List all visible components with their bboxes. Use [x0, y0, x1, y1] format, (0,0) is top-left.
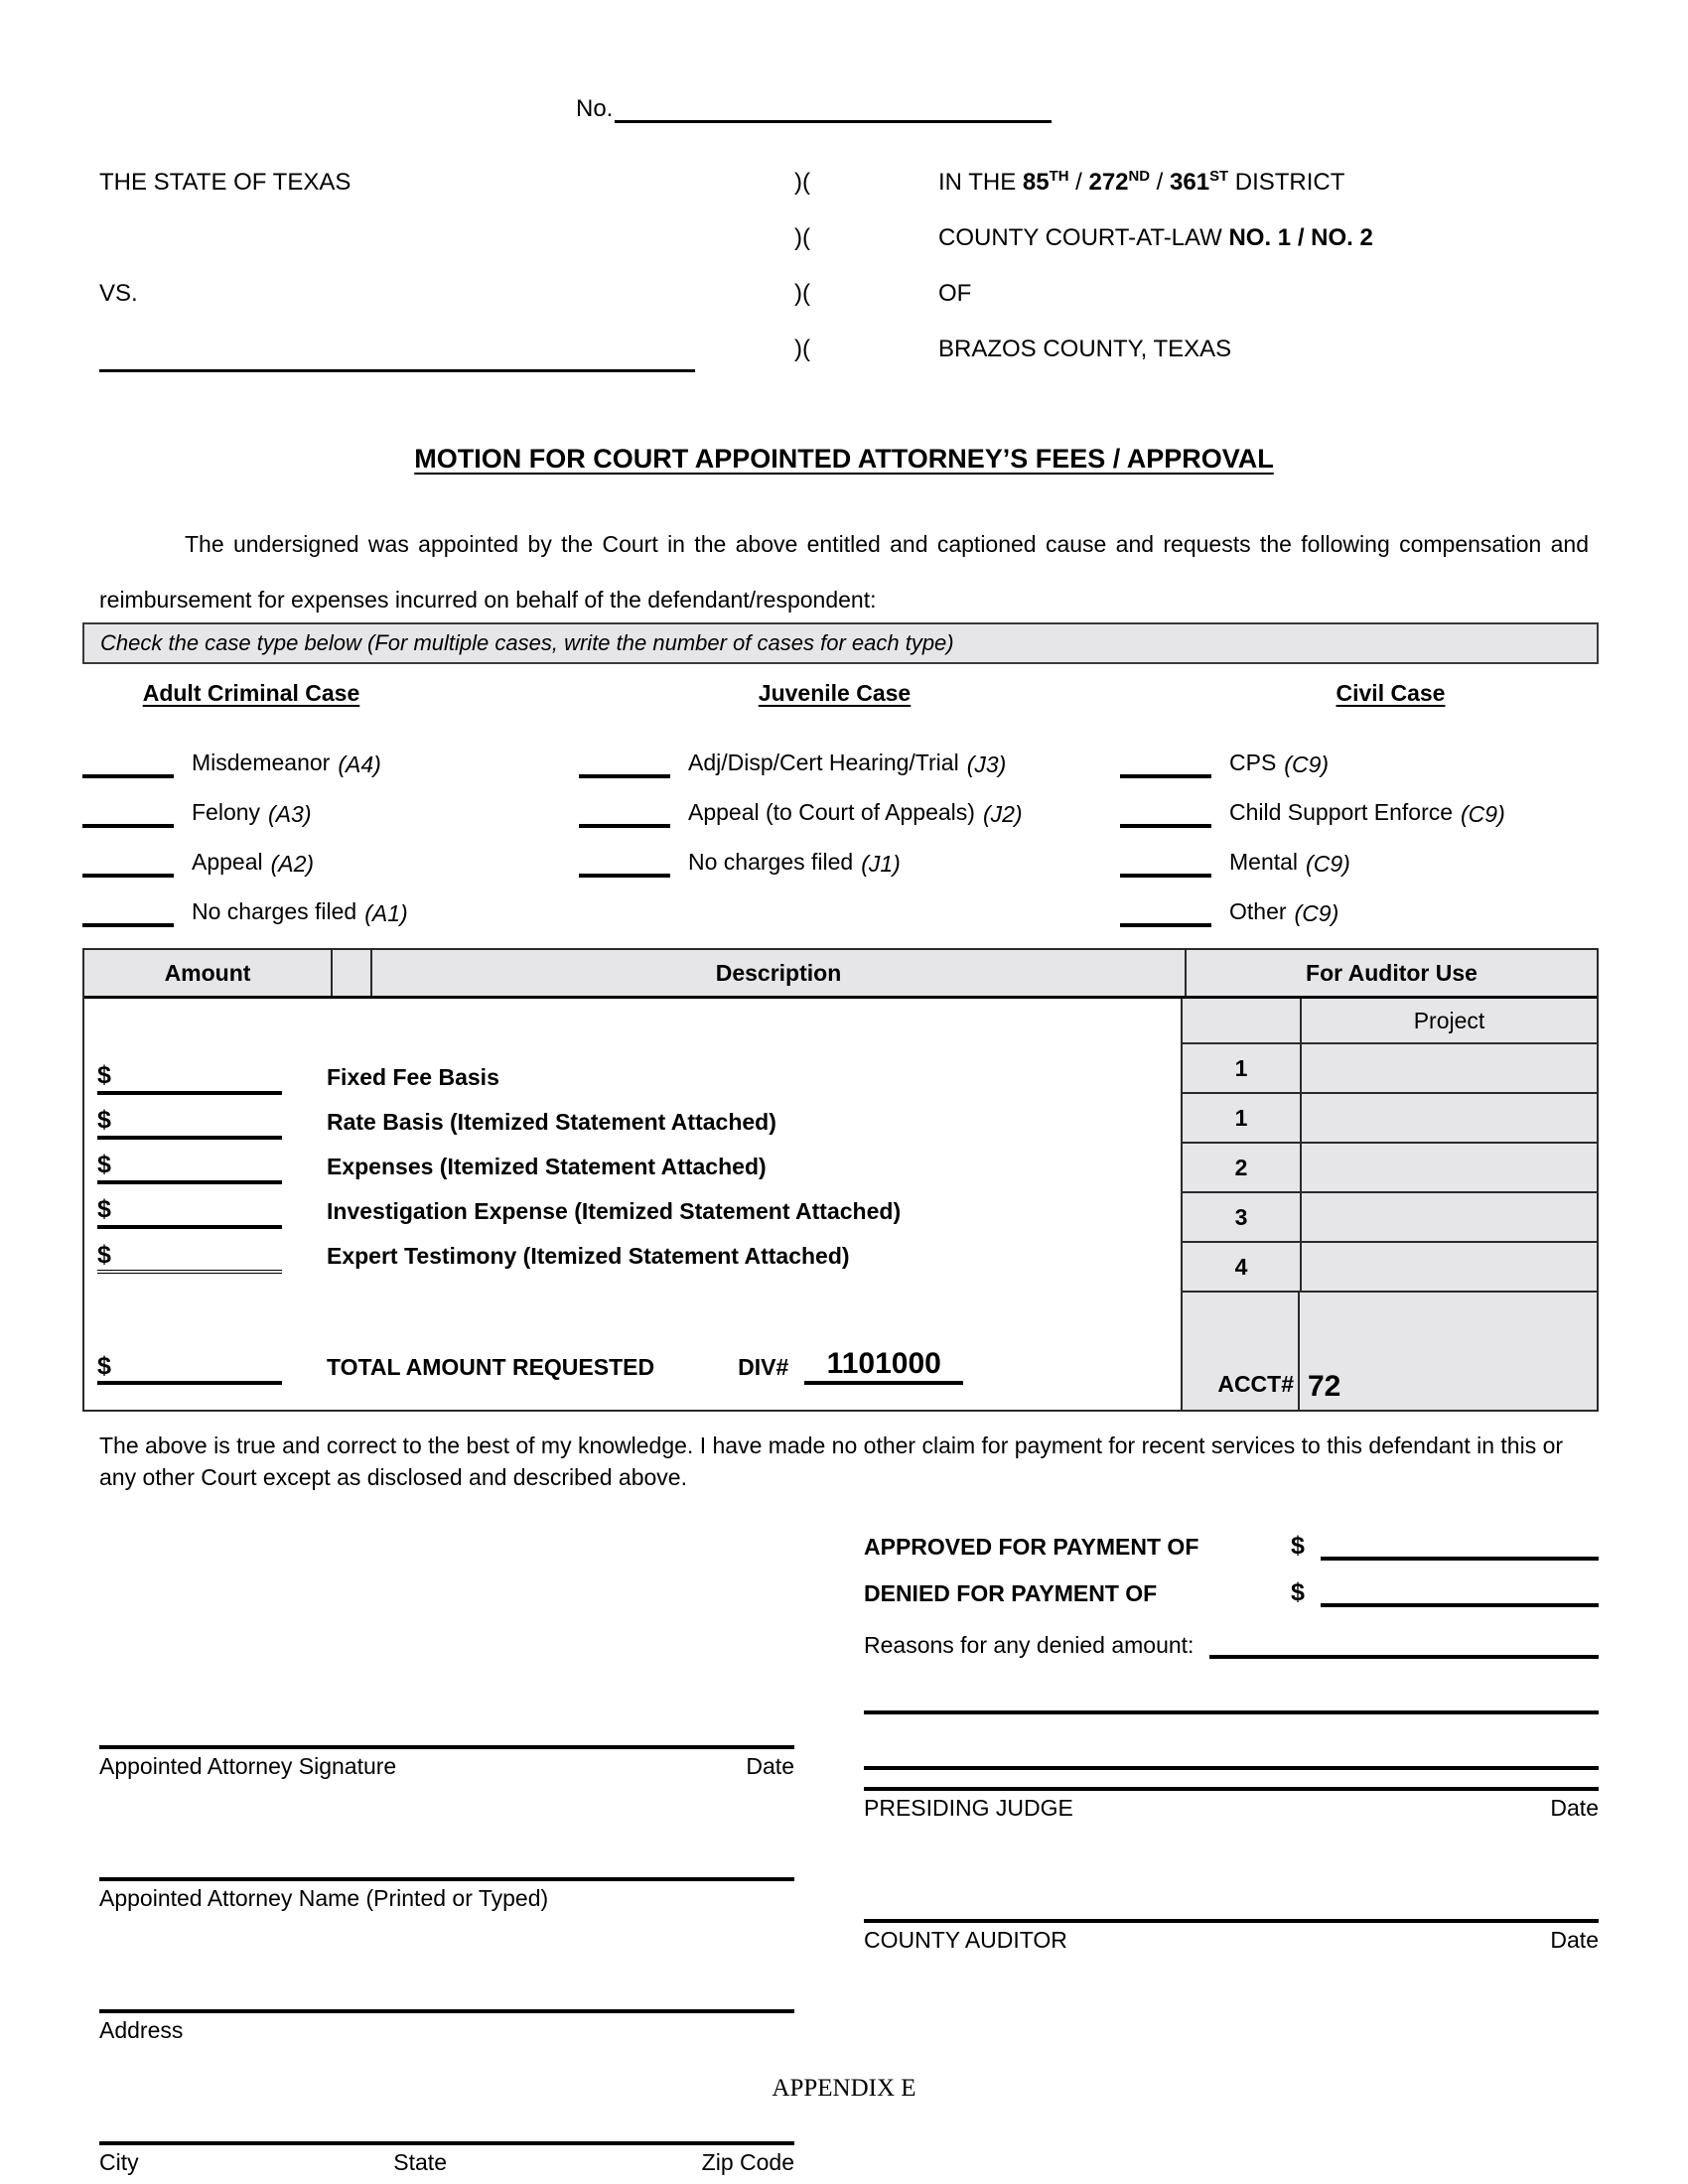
auditor-code-2: 1: [1183, 1094, 1302, 1142]
signature-caption: [99, 1749, 794, 1780]
case-option-label: Appeal (to Court of Appeals): [688, 799, 975, 825]
intro-text: The undersigned was appointed by the Court in the above entitled and captioned cause and requests the following compensation and reimbursement for expenses incurred on behalf of the defendant/respondent:: [99, 531, 1589, 613]
cause-number-label: No.: [576, 95, 614, 122]
county-auditor-label: COUNTY AUDITOR: [864, 1927, 1067, 1953]
auditor-project-input[interactable]: [1302, 1243, 1597, 1291]
amount-input-investigation[interactable]: $: [97, 1195, 282, 1229]
signature-field-judge: [864, 1648, 1599, 1822]
official-signature-block: [864, 1648, 1599, 1954]
attorney-name-input[interactable]: [99, 1780, 794, 1881]
case-count-input[interactable]: [1120, 844, 1211, 878]
auditor-use-block: [1181, 999, 1597, 1410]
case-option-mental[interactable]: [1120, 828, 1602, 878]
case-option-child-support-enforce[interactable]: [1120, 778, 1602, 828]
case-column-heading: Juvenile Case: [758, 680, 912, 706]
approved-dollar-sign: $: [1291, 1532, 1305, 1560]
case-option-code: (A4): [338, 751, 381, 777]
caption-row: [99, 280, 1589, 336]
acct-number-value: 72: [1308, 1370, 1341, 1403]
auditor-code-4: 3: [1183, 1193, 1302, 1241]
table-row: [84, 1050, 1181, 1095]
case-option-code: (C9): [1306, 851, 1350, 877]
description-expenses: Expenses (Itemized Statement Attached): [327, 1154, 767, 1179]
signature-caption: [99, 2013, 794, 2044]
column-header-spacer: [333, 950, 372, 996]
presiding-judge-signature-input[interactable]: [864, 1648, 1599, 1791]
cause-number-input[interactable]: [615, 96, 1052, 123]
attorney-signature-date-label: Date: [746, 1753, 794, 1779]
column-header-description: Description: [372, 950, 1187, 996]
case-caption: [99, 169, 1589, 391]
case-option-label: Child Support Enforce: [1229, 799, 1454, 825]
signature-field-attorney-name: [99, 1780, 794, 1912]
signature-field-city-state-zip: [99, 2044, 794, 2176]
auditor-row: [1183, 1044, 1597, 1094]
attorney-signature-input[interactable]: [99, 1648, 794, 1749]
description-investigation: Investigation Expense (Itemized Statement Attached): [327, 1198, 902, 1224]
case-column-adult-criminal: [82, 680, 579, 927]
county-court-label: COUNTY COURT-AT-LAW: [938, 224, 1229, 251]
page-title: MOTION FOR COURT APPOINTED ATTORNEY’S FEES / APPROVAL: [414, 444, 1274, 474]
auditor-project-input[interactable]: [1302, 1144, 1597, 1191]
auditor-project-input[interactable]: [1302, 1044, 1597, 1092]
zip-code-label: Zip Code: [701, 2149, 794, 2175]
case-option-label: Appeal: [192, 849, 263, 875]
case-option-other[interactable]: [1120, 878, 1602, 927]
denied-row: [864, 1561, 1599, 1607]
caption-county-court: [938, 224, 1589, 252]
case-option-appeal[interactable]: [82, 828, 579, 878]
case-option-code: (A1): [364, 900, 408, 926]
approved-label: APPROVED FOR PAYMENT OF: [864, 1534, 1199, 1560]
amount-input-expert-testimony[interactable]: $: [97, 1241, 282, 1274]
amount-input-total[interactable]: $: [97, 1352, 282, 1385]
fees-table: [82, 948, 1599, 1412]
case-count-input[interactable]: [1120, 893, 1211, 927]
court-85th: 85TH: [1022, 169, 1069, 196]
amount-input-expenses[interactable]: $: [97, 1151, 282, 1184]
fees-table-body: [84, 999, 1597, 1410]
case-option-cps[interactable]: [1120, 729, 1602, 778]
case-count-input[interactable]: [82, 794, 174, 828]
case-count-input[interactable]: [1120, 794, 1211, 828]
div-number-value: 1101000: [804, 1347, 963, 1385]
signature-caption: [99, 1881, 794, 1912]
case-column-heading: Adult Criminal Case: [142, 680, 360, 706]
case-count-input[interactable]: [82, 745, 174, 778]
case-option-label: CPS: [1229, 750, 1277, 775]
auditor-subheader: [1183, 999, 1597, 1044]
signature-field-address: [99, 1912, 794, 2044]
case-count-input[interactable]: [579, 844, 670, 878]
case-option-label: Adj/Disp/Cert Hearing/Trial: [688, 750, 959, 775]
description-fixed-fee: Fixed Fee Basis: [327, 1064, 499, 1090]
auditor-project-input[interactable]: [1302, 1094, 1597, 1142]
fee-line-items: [84, 999, 1181, 1274]
state-label: State: [393, 2149, 447, 2175]
caption-row: [99, 336, 1589, 391]
caption-in-the-label: IN THE: [938, 169, 1023, 196]
case-option-label: Misdemeanor: [192, 750, 331, 775]
caption-row: [99, 169, 1589, 224]
auditor-account-row: [1183, 1293, 1597, 1410]
auditor-project-input[interactable]: [1302, 1193, 1597, 1241]
attorney-address-label: Address: [99, 2017, 184, 2043]
case-option-juvenile-no-charges[interactable]: [579, 828, 1120, 878]
amount-input-fixed-fee[interactable]: $: [97, 1061, 282, 1095]
attorney-name-label: Appointed Attorney Name (Printed or Typed): [99, 1885, 549, 1911]
fees-table-header: [84, 950, 1597, 999]
case-column-heading: Civil Case: [1336, 680, 1446, 706]
case-count-input[interactable]: [1120, 745, 1211, 778]
auditor-code-spacer: [1183, 999, 1302, 1042]
auditor-row: [1183, 1144, 1597, 1193]
caption-court-district: IN THE 85TH / 272ND / 361ST DISTRICT: [938, 169, 1345, 196]
amount-input-rate-basis[interactable]: $: [97, 1106, 282, 1140]
case-option-code: (A2): [270, 851, 315, 877]
case-count-input[interactable]: [82, 893, 174, 927]
case-option-no-charges-filed[interactable]: [82, 878, 579, 927]
presiding-judge-date-label: Date: [1550, 1795, 1599, 1821]
case-option-code: (J2): [982, 801, 1023, 827]
case-option-label: Felony: [192, 799, 261, 825]
auditor-code-1: 1: [1183, 1044, 1302, 1092]
county-auditor-signature-input[interactable]: [864, 1822, 1599, 1923]
case-option-code: (J1): [861, 851, 901, 877]
reasons-label: Reasons for any denied amount:: [864, 1632, 1195, 1658]
case-option-label: No charges filed: [688, 849, 854, 875]
column-header-project: Project: [1413, 1007, 1485, 1033]
signature-caption: [864, 1923, 1599, 1954]
attorney-address-input[interactable]: [99, 1912, 794, 2013]
case-count-input[interactable]: [579, 794, 670, 828]
case-column-juvenile: [579, 680, 1120, 927]
approved-row: [864, 1514, 1599, 1561]
case-option-code: (C9): [1294, 900, 1339, 926]
table-row: [84, 1095, 1181, 1140]
denied-label: DENIED FOR PAYMENT OF: [864, 1580, 1158, 1606]
column-header-auditor: For Auditor Use: [1306, 959, 1477, 986]
auditor-row: [1183, 1193, 1597, 1243]
column-header-amount: Amount: [84, 950, 333, 996]
case-option-misdemeanor[interactable]: [82, 729, 579, 778]
auditor-code-5: 4: [1183, 1243, 1302, 1291]
defendant-name-input[interactable]: [99, 369, 695, 372]
caption-county-state: BRAZOS COUNTY, TEXAS: [938, 336, 1232, 362]
attorney-signature-label: Appointed Attorney Signature: [99, 1753, 397, 1779]
caption-paren: )(: [794, 336, 810, 362]
caption-paren: )(: [794, 280, 810, 307]
auditor-row: [1183, 1243, 1597, 1293]
case-option-code: (C9): [1284, 751, 1330, 777]
case-option-label: No charges filed: [192, 898, 357, 924]
page-footer: APPENDIX E: [772, 2075, 916, 2102]
acct-number-label: ACCT#: [1183, 1293, 1300, 1410]
case-option-code: (J3): [966, 751, 1007, 777]
table-row: [84, 1229, 1181, 1274]
county-court-numbers: NO. 1 / NO. 2: [1228, 224, 1373, 251]
case-option-code: (C9): [1461, 801, 1505, 827]
case-type-banner: Check the case type below (For multiple cases, write the number of cases for each type): [82, 622, 1599, 664]
description-expert-testimony: Expert Testimony (Itemized Statement Attached): [327, 1243, 850, 1269]
caption-party-vs: VS.: [99, 280, 138, 307]
cause-number-field: [576, 95, 1052, 123]
signature-caption: [864, 1791, 1599, 1822]
caption-party-state: THE STATE OF TEXAS: [99, 169, 352, 196]
table-row: [84, 1140, 1181, 1184]
caption-district-label: DISTRICT: [1228, 169, 1345, 196]
denied-dollar-sign: $: [1291, 1578, 1305, 1606]
table-row: [84, 1184, 1181, 1229]
case-count-input[interactable]: [82, 844, 174, 878]
caption-paren: )(: [794, 169, 810, 196]
auditor-code-3: 2: [1183, 1144, 1302, 1191]
attestation-text: The above is true and correct to the best of my knowledge. I have made no other claim for payment for recent services to this defendant in this or any other Court except as disclosed and described above.: [99, 1433, 1564, 1490]
case-option-juvenile-appeal[interactable]: [579, 778, 1120, 828]
signature-field-auditor: [864, 1822, 1599, 1954]
presiding-judge-label: PRESIDING JUDGE: [864, 1795, 1073, 1821]
case-count-input[interactable]: [579, 745, 670, 778]
case-option-felony[interactable]: [82, 778, 579, 828]
total-row: [84, 1329, 1181, 1385]
city-label: City: [99, 2149, 139, 2175]
div-number-label: DIV#: [738, 1354, 789, 1380]
case-option-adj-disp-cert[interactable]: [579, 729, 1120, 778]
caption-paren: )(: [794, 224, 810, 251]
fees-left-block: [84, 999, 1181, 1410]
auditor-row: [1183, 1094, 1597, 1144]
case-option-code: (A3): [268, 801, 312, 827]
court-361st: 361ST: [1170, 169, 1229, 196]
court-272nd: 272ND: [1088, 169, 1151, 196]
case-type-grid: [82, 680, 1602, 927]
description-rate-basis: Rate Basis (Itemized Statement Attached): [327, 1109, 776, 1135]
signature-caption: [99, 2145, 794, 2176]
approved-amount-input[interactable]: [1321, 1527, 1599, 1561]
denied-amount-input[interactable]: [1321, 1573, 1599, 1607]
case-column-civil: [1120, 680, 1602, 927]
case-option-label: Other: [1229, 898, 1287, 924]
caption-row: [99, 224, 1589, 280]
county-auditor-date-label: Date: [1550, 1927, 1599, 1953]
case-option-label: Mental: [1229, 849, 1299, 875]
total-label: TOTAL AMOUNT REQUESTED: [327, 1354, 655, 1380]
signature-field-attorney: [99, 1648, 794, 1780]
caption-of-label: OF: [938, 280, 972, 307]
intro-paragraph: [99, 516, 1589, 627]
